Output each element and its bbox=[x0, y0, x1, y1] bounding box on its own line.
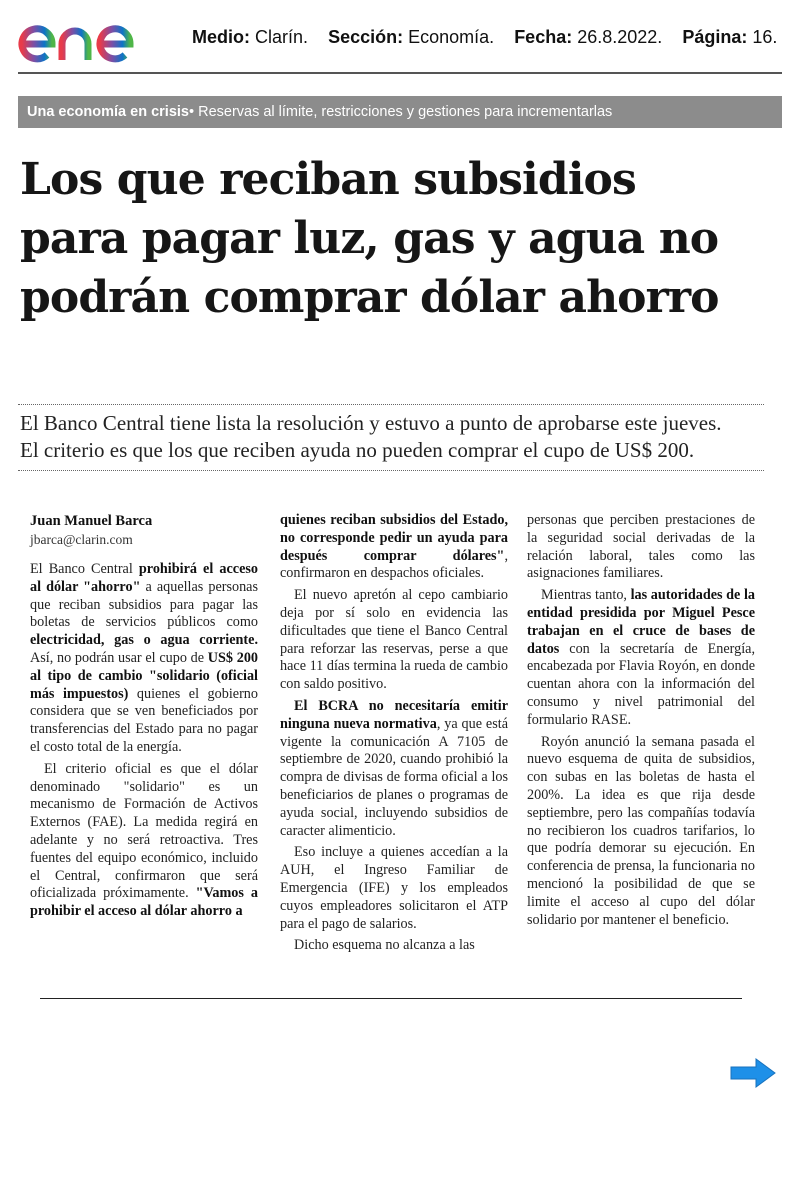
body-column-3 bbox=[527, 512, 755, 933]
dek-line: El Banco Central tiene lista la resolución y estuvo a punto de aprobarse este jueves. bbox=[20, 411, 722, 435]
headline bbox=[20, 150, 790, 327]
medio-value: Clarín. bbox=[255, 27, 309, 47]
author-name: Juan Manuel Barca bbox=[30, 513, 153, 529]
pagina-label: Página: bbox=[682, 27, 748, 47]
seccion-value: Economía. bbox=[408, 27, 495, 47]
kicker-bullet: • bbox=[188, 104, 195, 120]
dek-top-rule bbox=[18, 404, 764, 405]
medio-label: Medio: bbox=[192, 27, 250, 47]
seccion-label: Sección: bbox=[328, 27, 404, 47]
body-paragraph: El nuevo apretón al cepo cambiario deja por sí solo en evidencia las dificultades que tiene el Banco Central para reforzar las reservas, perse a que hace 11 días termina la rueda de cambio con saldo positivo. bbox=[280, 587, 508, 693]
kicker-topic: Una economía en crisis bbox=[27, 104, 189, 120]
article-metadata bbox=[192, 27, 777, 48]
enel-logo bbox=[16, 8, 172, 66]
body-paragraph: El BCRA no necesitaría emitir ninguna nueva normativa, ya que está vigente la comunicación A 7105 de septiembre de 2020, cuando prohibió la compra de divisas de forma oficial a los beneficiarios de planes o programas de ayuda social, incluyendo subsidios de caracter alimenticio. bbox=[280, 697, 508, 839]
headline-line: Los que reciban subsidios bbox=[20, 154, 636, 205]
body-paragraph: Dicho esquema no alcanza a las bbox=[294, 937, 475, 954]
body-paragraph: quienes reciban subsidios del Estado, no corresponde pedir un ayuda para después comprar dólares", confirmaron en despachos oficiales. bbox=[280, 512, 508, 582]
body-paragraph: Royón anunció la semana pasada el nuevo esquema de quita de subsidios, con subas en las boletas de hasta el 200%. La idea es que rija desde septiembre, pero las compañías todavía no recibieron los cuadros tarifarios, lo que podría demorar su ejecución. En conferencia de prensa, la funcionaria no mencionó la posibilidad de que se limite el acceso al cupo del dólar solidario por mantener el beneficio. bbox=[527, 733, 755, 928]
section-kicker bbox=[18, 96, 782, 128]
arrow-right-icon[interactable] bbox=[728, 1056, 778, 1090]
kicker-text: Reservas al límite, restricciones y gestiones para incrementarlas bbox=[194, 104, 613, 120]
dek-line: El criterio es que los que reciben ayuda no pueden comprar el cupo de US$ 200. bbox=[20, 438, 695, 462]
footer-divider bbox=[40, 998, 742, 999]
body-paragraph: Mientras tanto, las autoridades de la entidad presidida por Miguel Pesce trabajan en el cruce de bases de datos con la secretaría de Energía, encabezada por Flavia Royón, en donde cuentan ahora con la información del consumo y nivel patrimonial del formulario RASE. bbox=[527, 587, 755, 728]
headline-line: para pagar luz, gas y agua no bbox=[20, 213, 719, 264]
body-paragraph: personas que perciben prestaciones de la seguridad social derivadas de la relación laboral, tales como las asignaciones familiares. bbox=[527, 512, 755, 582]
body-paragraph: El criterio oficial es que el dólar denominado "solidario" es un mecanismo de Formación de Activos Externos (FAE). La medida regirá en adelante y no será retroactiva. Tres fuentes del equipo económico, incluido el Central, confirmaron que será oficializada próximamente. "Vamos a prohibir el acceso al dólar ahorro a bbox=[30, 760, 258, 920]
body-paragraph: El Banco Central prohibirá el acceso al dólar "ahorro" a aquellas personas que reciban subsidios para pagar las boletas de servicios públicos como electricidad, gas o agua corriente. Así, no podrán usar el cupo de US$ 200 al tipo de cambio "solidario (oficial más impuestos) quienes el gobierno considera que se ven beneficiados por transferencias del Estado para no pagar el costo total de la energía. bbox=[30, 561, 259, 755]
body-column-2 bbox=[280, 512, 508, 959]
header-divider bbox=[18, 72, 782, 74]
body-column-1 bbox=[30, 512, 258, 925]
headline-line: podrán comprar dólar ahorro bbox=[20, 272, 719, 323]
author-email[interactable]: jbarca@clarin.com bbox=[30, 532, 133, 547]
page-header bbox=[0, 0, 800, 78]
dek-bottom-rule bbox=[18, 470, 764, 471]
dek bbox=[20, 410, 780, 464]
fecha-value: 26.8.2022. bbox=[577, 27, 663, 47]
fecha-label: Fecha: bbox=[514, 27, 573, 47]
pagina-value: 16. bbox=[752, 27, 778, 47]
body-paragraph: Eso incluye a quienes accedían a la AUH, el Ingreso Familiar de Emergencia (IFE) y los empleados cuyos empleadores solicitaron el ATP para el pago de salarios. bbox=[280, 844, 508, 932]
